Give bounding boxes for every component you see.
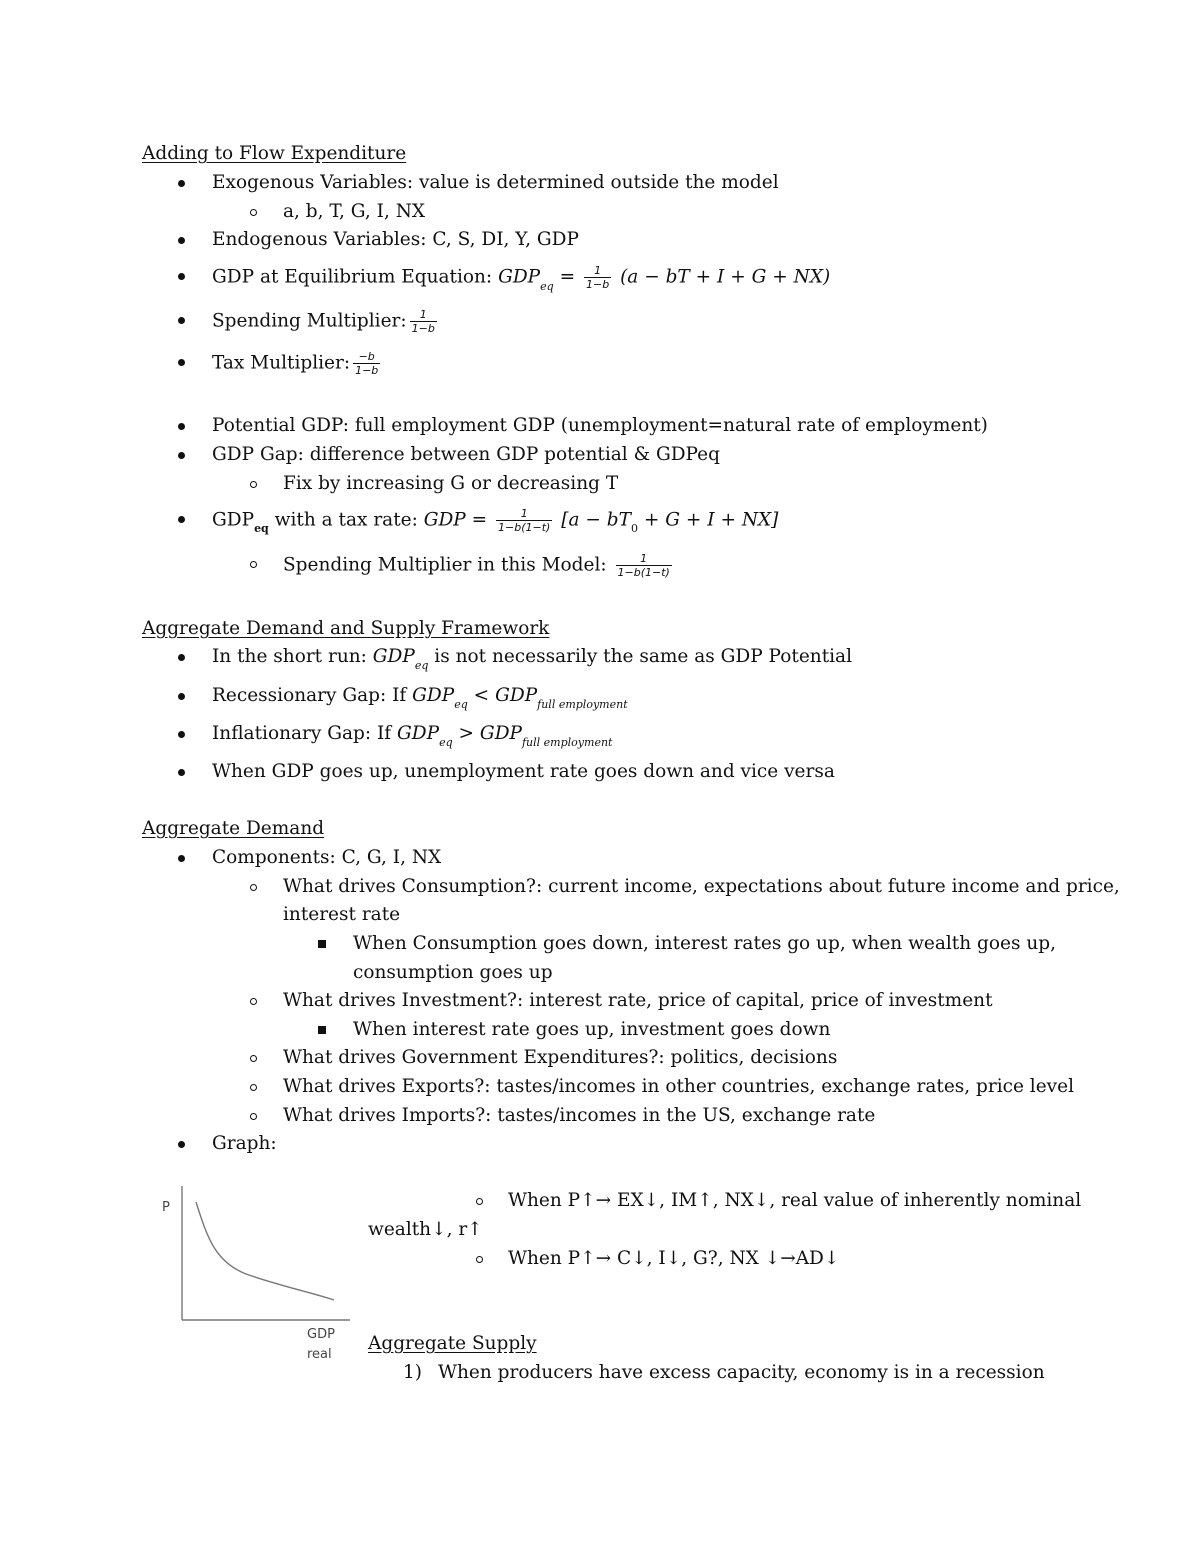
eq-subscript: eq [540, 279, 554, 293]
gdp-symbol: GDP [495, 685, 538, 706]
model-multiplier-label: Spending Multiplier in this Model: [283, 554, 607, 576]
bullet-icon [178, 654, 185, 661]
tax-multiplier-label: Tax Multiplier: [212, 352, 351, 374]
equilibrium-fraction [584, 265, 611, 290]
section-heading-flow-expenditure: Adding to Flow Expenditure [142, 143, 407, 164]
graph-note-1a: When P↑→ EX↓, IM↑, NX↓, real value of inherently nominal [508, 1190, 1082, 1211]
imports-text: What drives Imports?: tastes/incomes in the US, exchange rate [283, 1105, 876, 1126]
recessionary-gap-line [212, 685, 628, 709]
bullet-icon [178, 423, 185, 430]
eq-subscript: eq [414, 659, 429, 672]
spending-multiplier-line [212, 309, 440, 334]
list-number: 1) [403, 1362, 422, 1383]
consumption-text-2: interest rate [283, 904, 401, 925]
section-heading-aggregate-supply: Aggregate Supply [368, 1333, 537, 1354]
spending-multiplier-label: Spending Multiplier: [212, 310, 407, 332]
fraction-denominator: 1−b [355, 364, 379, 377]
eq-subscript: eq [454, 698, 468, 711]
graph-note-2: When P↑→ C↓, I↓, G?, NX ↓→AD↓ [508, 1248, 840, 1269]
sub-bullet-icon [250, 998, 257, 1005]
sub-bullet-icon [250, 884, 257, 891]
investment-text: What drives Investment?: interest rate, price of capital, price of investment [283, 990, 993, 1011]
fraction-numerator: 1 [410, 309, 437, 322]
fraction-denominator: 1−b(1−t) [617, 566, 670, 579]
fraction-denominator: 1−b [585, 278, 610, 291]
inflationary-gap-line [212, 723, 612, 747]
model-multiplier-fraction [616, 553, 672, 578]
investment-note: When interest rate goes up, investment goes down [353, 1019, 831, 1040]
gdp-gap-fix-text: Fix by increasing G or decreasing T [283, 473, 619, 494]
bullet-icon [178, 317, 185, 324]
fraction-numerator: 1 [584, 265, 611, 278]
graph-note-1b: wealth↓, r↑ [368, 1219, 483, 1240]
fraction-denominator: 1−b [411, 322, 435, 335]
equilibrium-equation-line [212, 265, 830, 291]
bullet-icon [178, 359, 185, 366]
sub-bullet-icon [250, 1055, 257, 1062]
equilibrium-label: GDP at Equilibrium Equation: [212, 266, 493, 288]
tax-multiplier-line [212, 351, 383, 376]
bullet-icon [178, 237, 185, 244]
gdp-symbol: GDP [372, 646, 415, 667]
short-run-post: is not necessarily the same as GDP Potential [428, 646, 852, 667]
gdp-symbol: GDP [397, 723, 440, 744]
section-heading-ad-as-framework: Aggregate Demand and Supply Framework [142, 618, 550, 639]
fraction-numerator: 1 [616, 553, 672, 566]
fraction-numerator: 1 [496, 508, 552, 521]
fraction-denominator: 1−b(1−t) [498, 521, 551, 534]
short-run-line [212, 646, 852, 670]
exogenous-list-text: a, b, T, G, I, NX [283, 201, 426, 222]
square-bullet-icon [318, 1026, 326, 1034]
consumption-note-2: consumption goes up [353, 962, 553, 983]
equals-sign: = [559, 266, 576, 288]
full-employment-subscript: full employment [521, 736, 613, 749]
y-axis-label: P [162, 1200, 170, 1215]
tax-rate-fraction [496, 508, 552, 533]
spending-multiplier-fraction [410, 309, 437, 334]
inflationary-label: Inflationary Gap: If [212, 723, 397, 744]
gdp-text: GDP [212, 509, 255, 531]
x-axis-label: GDP [307, 1327, 335, 1342]
bullet-icon [178, 769, 185, 776]
greater-than-sign: > [458, 723, 475, 744]
sub-bullet-icon [476, 1198, 483, 1205]
gdp-unemployment-text: When GDP goes up, unemployment rate goes down and vice versa [212, 761, 835, 782]
short-run-pre: In the short run: [212, 646, 373, 667]
full-employment-subscript: full employment [537, 698, 628, 711]
tax-rate-expression-2: + G + I + NX] [643, 509, 779, 531]
x-axis-label-sub: real [307, 1347, 332, 1362]
sub-bullet-icon [250, 1084, 257, 1091]
components-text: Components: C, G, I, NX [212, 847, 442, 868]
bullet-icon [178, 1141, 185, 1148]
aggregate-supply-item-1: When producers have excess capacity, economy is in a recession [438, 1362, 1045, 1383]
recessionary-label: Recessionary Gap: If [212, 685, 413, 706]
exogenous-variables-text: Exogenous Variables: value is determined outside the model [212, 172, 779, 193]
fraction-numerator: −b [353, 351, 380, 364]
section-heading-aggregate-demand: Aggregate Demand [142, 818, 325, 839]
consumption-text-1: What drives Consumption?: current income, expectations about future income and price, [283, 876, 1120, 897]
bullet-icon [178, 516, 185, 523]
sub-bullet-icon [250, 561, 257, 568]
gdp-symbol: GDP [498, 266, 541, 288]
equilibrium-expression: (a − bT + I + G + NX) [620, 266, 831, 288]
tax-rate-label: with a tax rate: [268, 509, 424, 531]
bullet-icon [178, 180, 185, 187]
sub-bullet-icon [250, 481, 257, 488]
t0-subscript: 0 [630, 521, 638, 535]
gdp-symbol: GDP [412, 685, 455, 706]
eq-subscript: eq [254, 521, 269, 535]
aggregate-demand-graph [150, 1180, 370, 1380]
ad-curve [196, 1202, 334, 1300]
bullet-icon [178, 855, 185, 862]
graph-label: Graph: [212, 1133, 277, 1154]
square-bullet-icon [318, 940, 326, 948]
less-than-sign: < [473, 685, 490, 706]
tax-rate-equation-line [212, 508, 778, 534]
model-multiplier-line [283, 553, 675, 578]
gdp-symbol: GDP [479, 723, 522, 744]
bullet-icon [178, 731, 185, 738]
sub-bullet-icon [250, 1113, 257, 1120]
tax-rate-expression-1: [a − bT [561, 509, 631, 531]
exports-text: What drives Exports?: tastes/incomes in other countries, exchange rates, price level [283, 1076, 1074, 1097]
bullet-icon [178, 452, 185, 459]
eq-subscript: eq [439, 736, 453, 749]
bullet-icon [178, 273, 185, 280]
tax-rate-lhs: GDP = [423, 509, 488, 531]
bullet-icon [178, 693, 185, 700]
sub-bullet-icon [476, 1256, 483, 1263]
sub-bullet-icon [250, 209, 257, 216]
potential-gdp-text: Potential GDP: full employment GDP (unemployment=natural rate of employment) [212, 415, 988, 436]
consumption-note-1: When Consumption goes down, interest rates go up, when wealth goes up, [353, 933, 1056, 954]
gdp-gap-text: GDP Gap: difference between GDP potential & GDPeq [212, 444, 720, 465]
government-text: What drives Government Expenditures?: politics, decisions [283, 1047, 838, 1068]
endogenous-variables-text: Endogenous Variables: C, S, DI, Y, GDP [212, 229, 579, 250]
tax-multiplier-fraction [353, 351, 380, 376]
